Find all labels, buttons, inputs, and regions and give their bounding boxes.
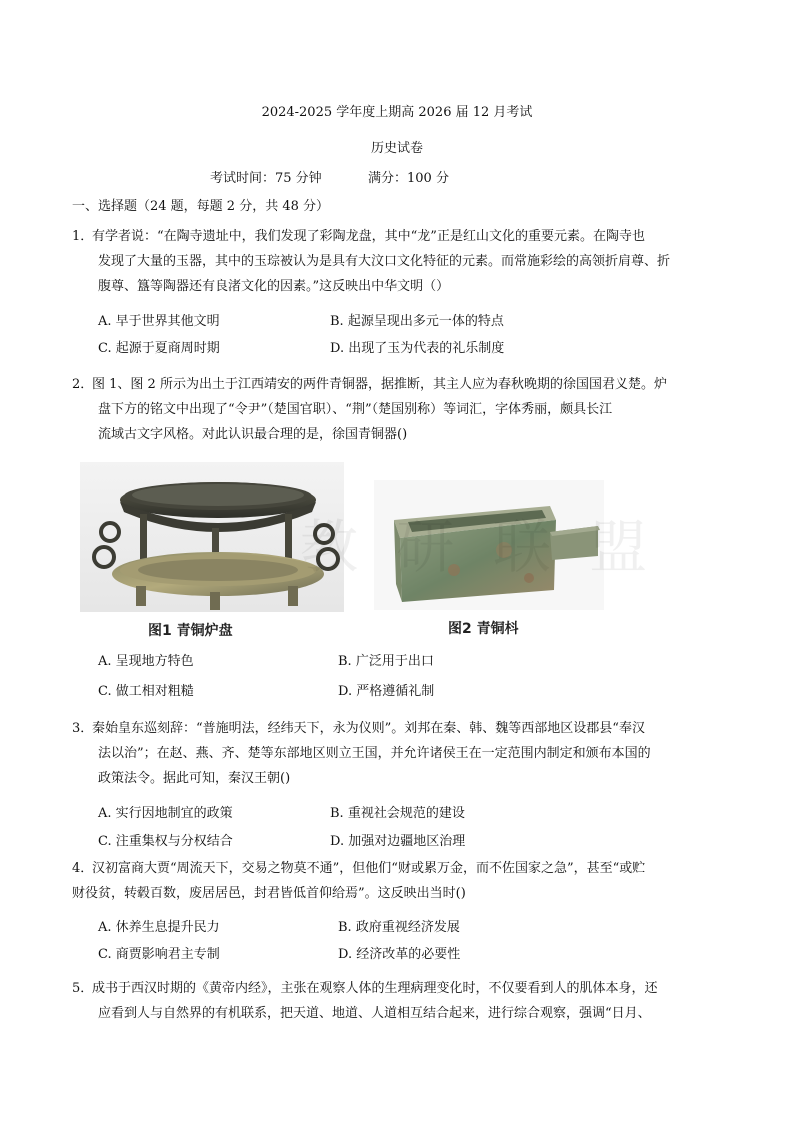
option-c: C. 商贾影响君主专制 [98, 947, 220, 962]
figure-1-caption: 图1 青铜炉盘 [148, 623, 233, 639]
question-4 [72, 856, 645, 906]
question-text-line: 盘下方的铭文中出现了“令尹”（楚国官职）、“荆”（楚国别称）等词汇，字体秀丽，颇具长江 [98, 402, 613, 417]
figure-2-caption: 图2 青铜枓 [448, 621, 519, 637]
option-d: D. 加强对边疆地区治理 [330, 834, 466, 849]
option-b: B. 重视社会规范的建设 [330, 806, 465, 821]
section-heading: 一、选择题（24 题，每题 2 分，共 48 分） [72, 199, 330, 214]
question-text-line: 法以治”；在赵、燕、齐、楚等东部地区则立王国，并允许诸侯王在一定范围内制定和颁布本国的 [98, 746, 651, 761]
question-text-line: 图 1、图 2 所示为出土于江西靖安的两件青铜器，据推断，其主人应为春秋晚期的徐国国君义楚。炉 [92, 377, 667, 392]
question-text-line: 应看到人与自然界的有机联系，把天道、地道、人道相互结合起来，进行综合观察，强调“日月、 [98, 1006, 651, 1021]
question-number: 5． [72, 981, 94, 996]
option-c: C. 做工相对粗糙 [98, 684, 194, 699]
question-text-line: 腹尊、簋等陶器还有良渚文化的因素。”这反映出中华文明（） [98, 279, 450, 294]
question-1 [72, 224, 670, 299]
question-text-line: 秦始皇东巡刻辞：“普施明法，经纬天下，永为仪则”。刘邦在秦、韩、魏等西部地区设郡县“奉汉 [92, 721, 645, 736]
option-b: B. 起源呈现出多元一体的特点 [330, 314, 504, 329]
question-number: 4． [72, 861, 94, 876]
question-2 [72, 372, 667, 447]
question-text-line: 有学者说：“在陶寺遗址中，我们发现了彩陶龙盘，其中“龙”正是红山文化的重要元素。在陶寺也 [92, 229, 645, 244]
question-number: 1． [72, 229, 94, 244]
option-a: A. 休养生息提升民力 [98, 920, 220, 935]
option-a: A. 实行因地制宜的政策 [98, 806, 233, 821]
question-text-line: 流域古文字风格。对此认识最合理的是，徐国青铜器() [98, 427, 408, 442]
option-c: C. 起源于夏商周时期 [98, 341, 220, 356]
question-number: 2． [72, 377, 94, 392]
question-3 [72, 716, 651, 791]
question-number: 3． [72, 721, 94, 736]
option-d: D. 经济改革的必要性 [338, 947, 461, 962]
question-5 [72, 976, 658, 1026]
exam-subject: 历史试卷 [370, 141, 423, 156]
question-text-line: 汉初富商大贾“周流天下，交易之物莫不通”，但他们“财或累万金，而不佐国家之急”，甚至“或贮 [92, 861, 646, 876]
exam-score: 满分：100 分 [368, 171, 449, 186]
option-b: B. 政府重视经济发展 [338, 920, 460, 935]
option-d: D. 出现了玉为代表的礼乐制度 [330, 341, 505, 356]
exam-title: 2024-2025 学年度上期高 2026 届 12 月考试 [261, 105, 533, 120]
watermark: 教 研 联 盟 [300, 513, 658, 581]
question-text-line: 政策法令。据此可知，秦汉王朝() [98, 771, 291, 786]
option-c: C. 注重集权与分权结合 [98, 834, 233, 849]
question-text-line: 发现了大量的玉器，其中的玉琮被认为是具有大汶口文化特征的元素。而常施彩绘的高领折肩尊、折 [98, 254, 671, 269]
option-a: A. 呈现地方特色 [98, 654, 194, 669]
option-a: A. 早于世界其他文明 [98, 314, 220, 329]
question-text-line: 财役贫，转毂百数，废居居邑，封君皆低首仰给焉”。这反映出当时() [72, 886, 466, 901]
option-b: B. 广泛用于出口 [338, 654, 434, 669]
question-text-line: 成书于西汉时期的《黄帝内经》，主张在观察人体的生理病理变化时，不仅要看到人的肌体本身，还 [92, 981, 658, 996]
option-d: D. 严格遵循礼制 [338, 684, 435, 699]
exam-time: 考试时间：75 分钟 [210, 171, 322, 186]
